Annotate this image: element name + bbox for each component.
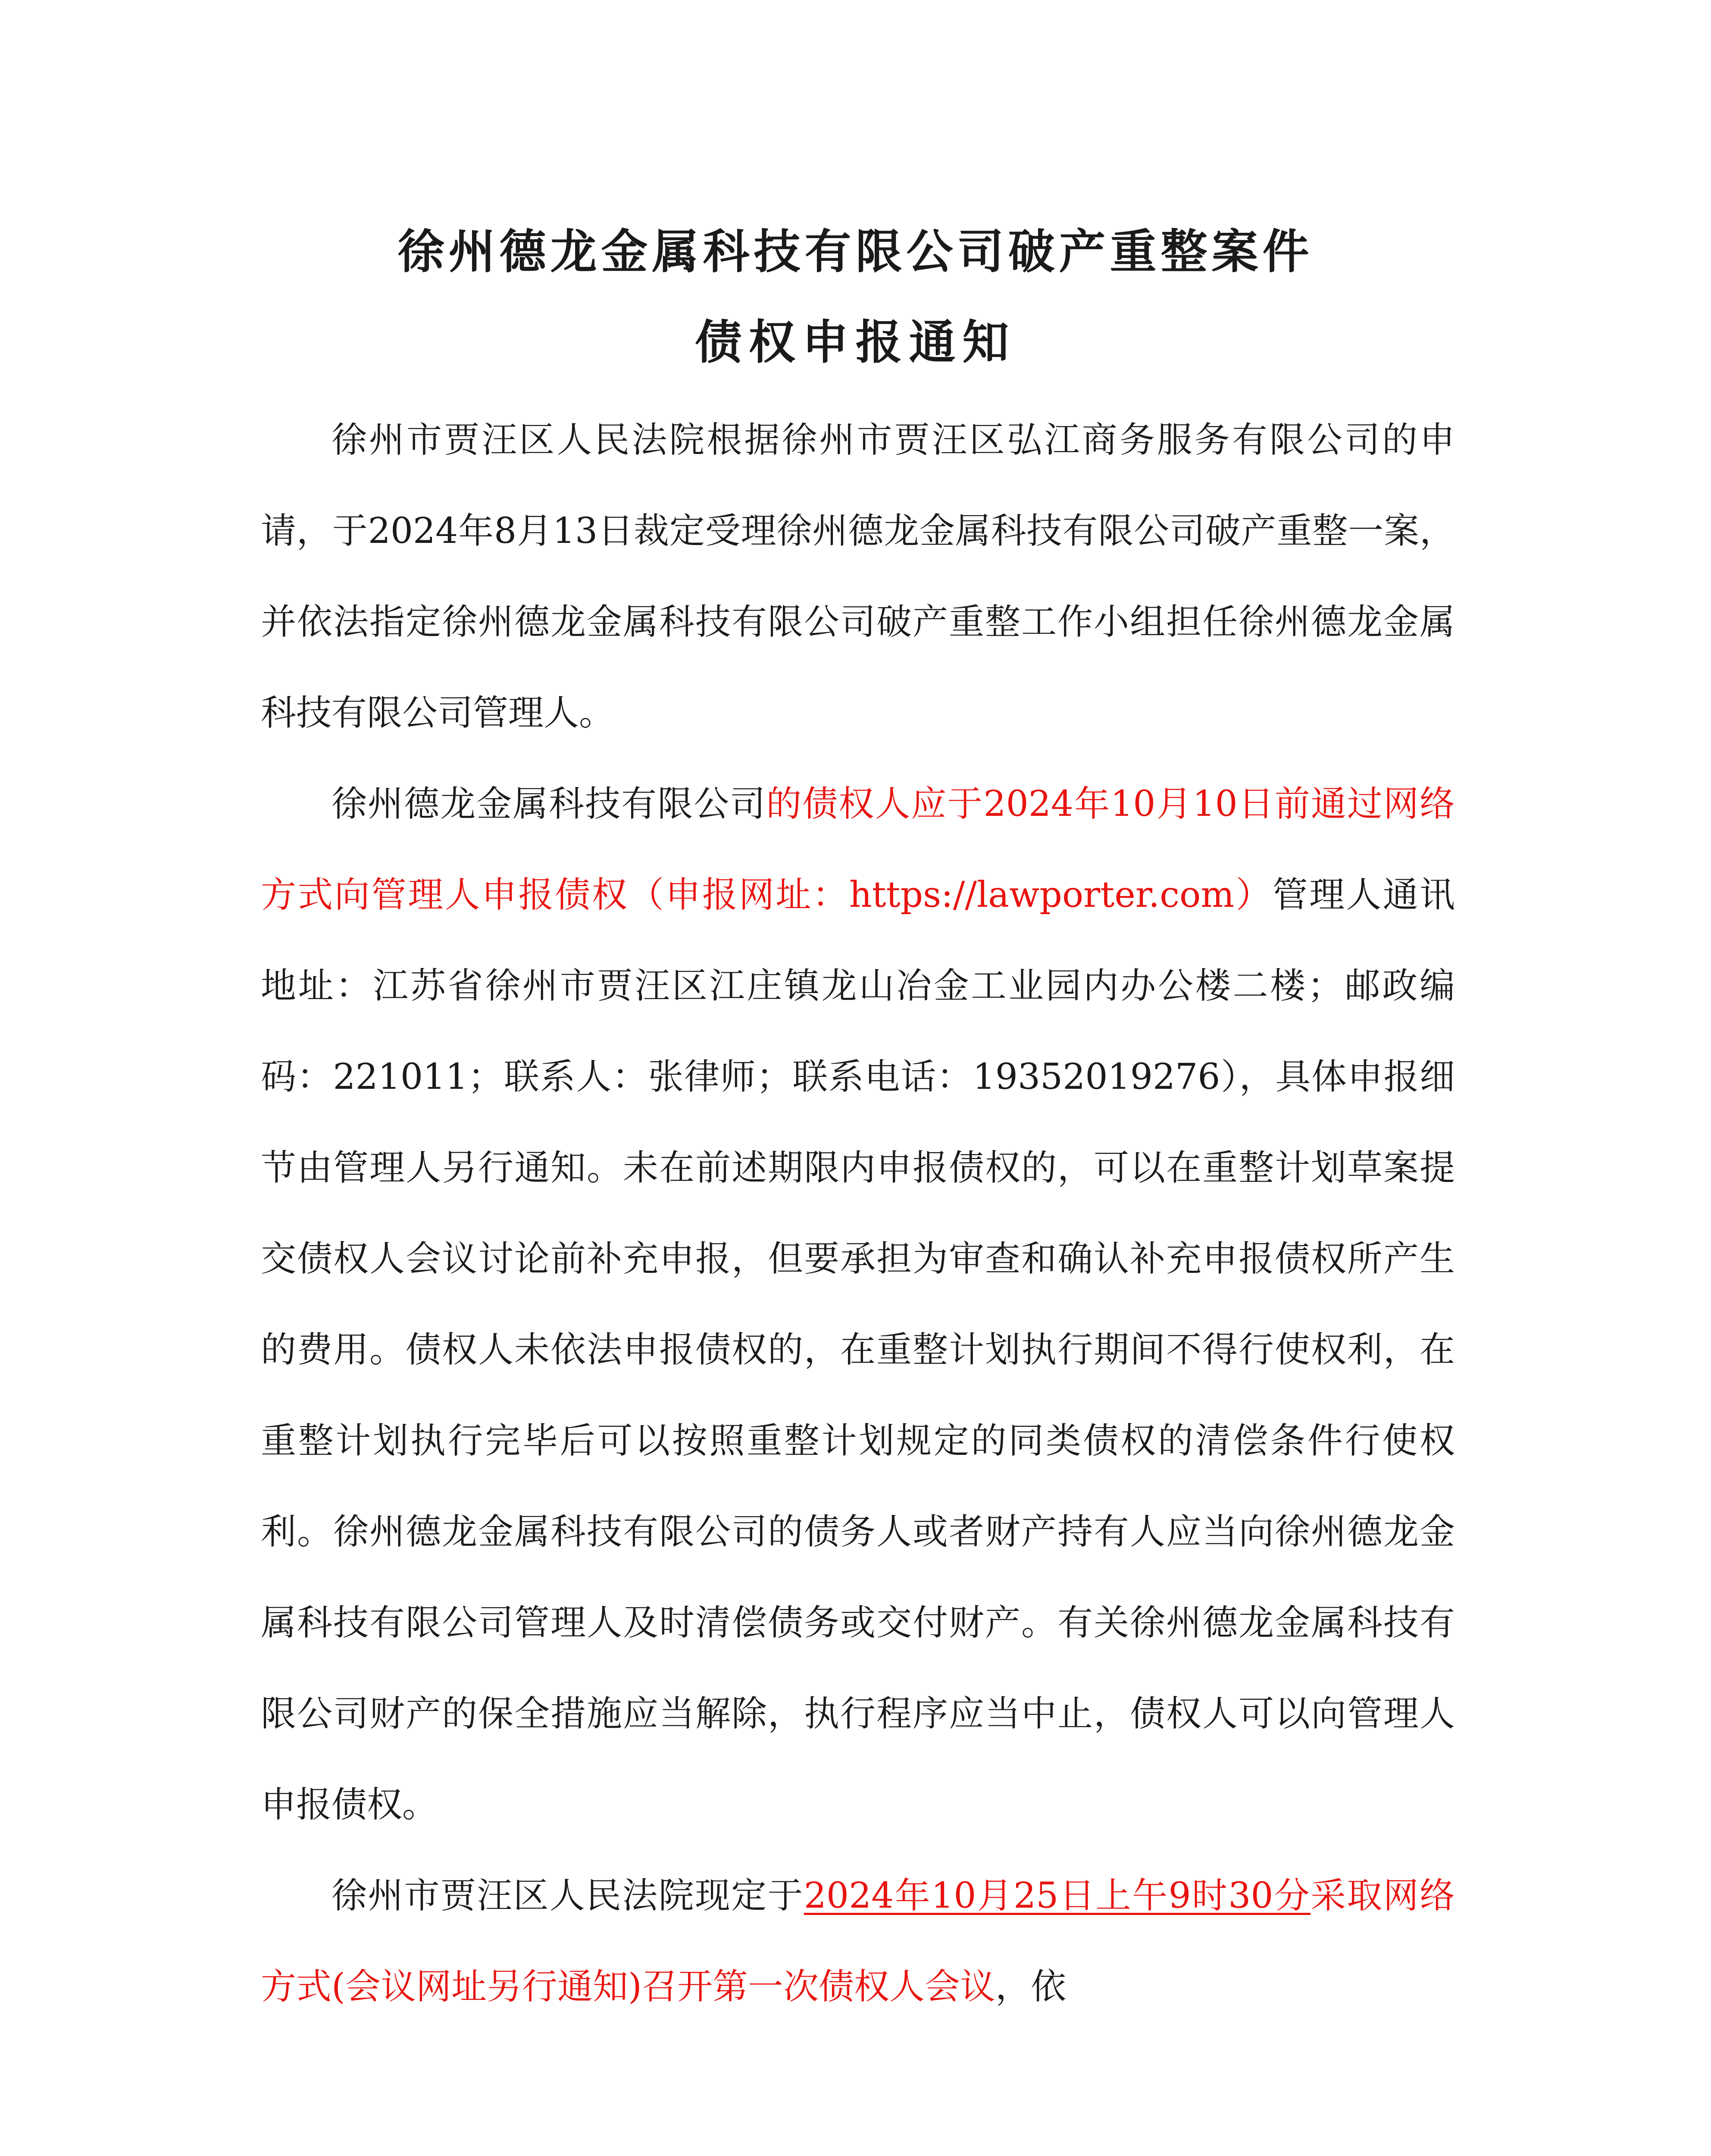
paragraph-creditors-meeting-tail: ，依 — [995, 1966, 1066, 2007]
paragraph-claim-filing-rest: 管理人通讯地址：江苏省徐州市贾汪区江庄镇龙山冶金工业园内办公楼二楼；邮政编码：221011；联系人：张律师；联系电话：19352019276），具体申报细节由管理人另行通知。未在前述期限内申报债权的，可以在重整计划草案提交债权人会议讨论前补充申报，但要承担为审查和确认补充申报债权所产生的费用。债权人未依法申报债权的，在重整计划执行期间不得行使权利，在重整计划执行完毕后可以按照重整计划规定的同类债权的清偿条件行使权利。徐州德龙金属科技有限公司的债务人或者财产持有人应当向徐州德龙金属科技有限公司管理人及时清偿债务或交付财产。有关徐州德龙金属科技有限公司财产的保全措施应当解除，执行程序应当中止，债权人可以向管理人申报债权。 — [261, 874, 1455, 1825]
document-subtitle: 债权申报通知 — [695, 315, 1016, 370]
document-body — [261, 395, 1455, 2032]
meeting-method: 采取网络方式(会议网址另行通知)召开第一次债权人会议 — [261, 1875, 1455, 2007]
paragraph-claim-filing — [261, 758, 1455, 1850]
meeting-datetime: 2024年10月25日上午9时30分 — [804, 1875, 1311, 1916]
paragraph-claim-filing-lead: 徐州德龙金属科技有限公司 — [332, 783, 766, 824]
paragraph-creditors-meeting-lead: 徐州市贾汪区人民法院现定于 — [332, 1875, 804, 1916]
document-title: 徐州德龙金属科技有限公司破产重整案件 — [397, 225, 1314, 279]
paragraph-acceptance — [261, 395, 1455, 758]
claim-deadline-notice: 的债权人应于2024年10月10日前通过网络方式向管理人申报债权（申报网址：https://lawporter.com） — [261, 783, 1455, 915]
paragraph-creditors-meeting — [261, 1850, 1455, 2032]
paragraph-acceptance-text: 徐州市贾汪区人民法院根据徐州市贾汪区弘江商务服务有限公司的申请，于2024年8月13日裁定受理徐州德龙金属科技有限公司破产重整一案，并依法指定徐州德龙金属科技有限公司破产重整工作小组担任徐州德龙金属科技有限公司管理人。 — [261, 420, 1455, 733]
